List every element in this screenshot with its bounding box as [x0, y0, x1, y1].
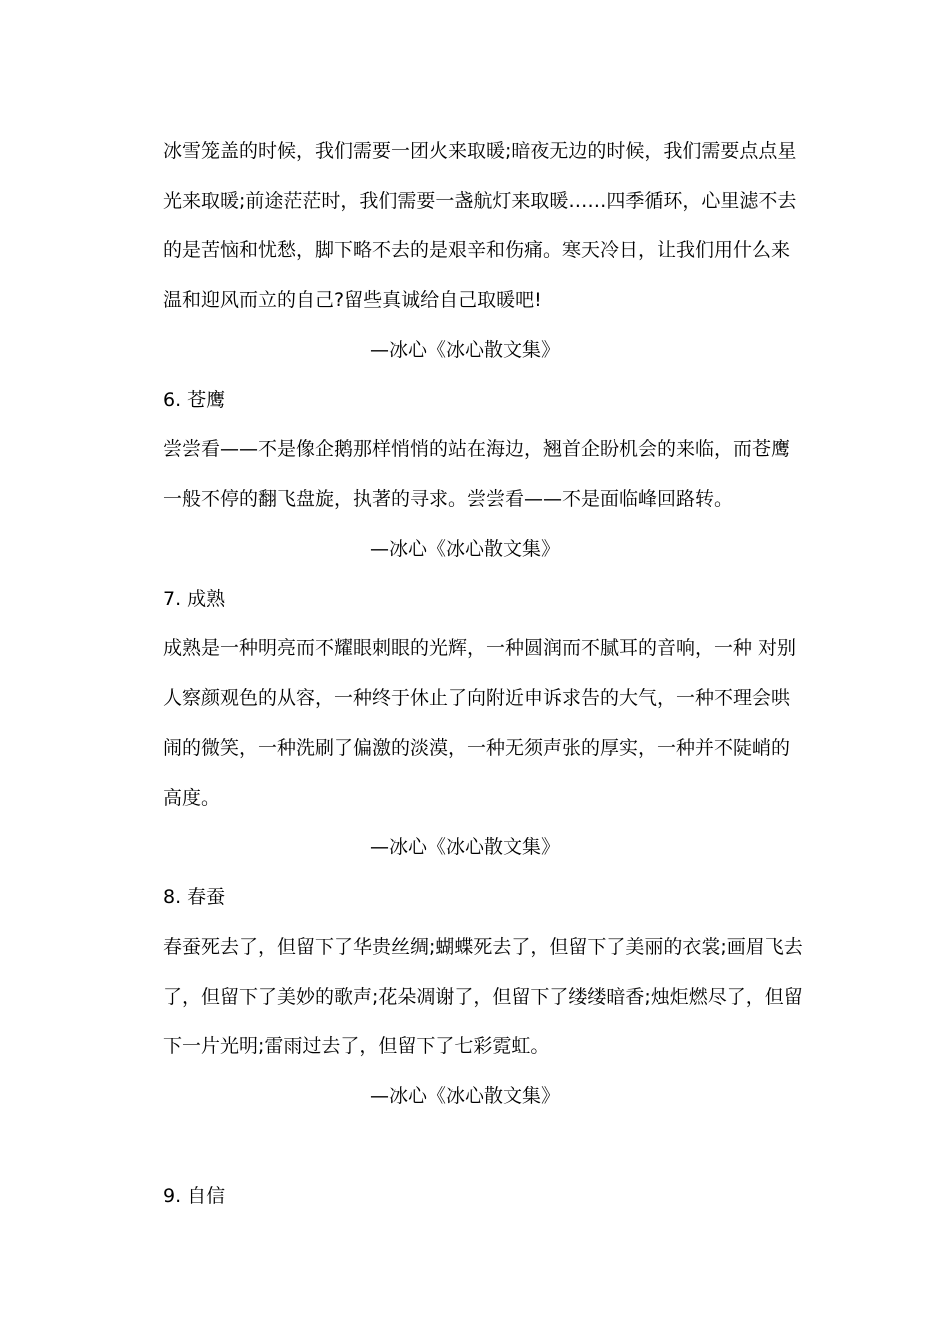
- paragraph-line: 了，但留下了美妙的歌声;花朵凋谢了，但留下了缕缕暗香;烛炬燃尽了，但留: [163, 986, 803, 1008]
- paragraph-line: 下一片光明;雷雨过去了，但留下了七彩霓虹。: [163, 1035, 550, 1057]
- section-heading: 8. 春蚕: [163, 886, 226, 908]
- attribution: —冰心《冰心散文集》: [369, 538, 560, 560]
- paragraph-line: 温和迎风而立的自己?留些真诚给自己取暖吧!: [163, 289, 542, 311]
- paragraph-line: 尝尝看——不是像企鹅那样悄悄的站在海边，翘首企盼机会的来临，而苍鹰: [163, 438, 791, 460]
- attribution: —冰心《冰心散文集》: [369, 339, 560, 361]
- paragraph-line: 的是苦恼和忧愁，脚下略不去的是艰辛和伤痛。寒天冷日，让我们用什么来: [163, 239, 791, 261]
- section-heading: 9. 自信: [163, 1185, 226, 1207]
- paragraph-line: 高度。: [163, 787, 221, 809]
- attribution: —冰心《冰心散文集》: [369, 836, 560, 858]
- section-heading: 6. 苍鹰: [163, 389, 226, 411]
- paragraph-line: 光来取暖;前途茫茫时，我们需要一盏航灯来取暖……四季循环，心里滤不去: [163, 190, 797, 212]
- paragraph-line: 成熟是一种明亮而不耀眼刺眼的光辉，一种圆润而不腻耳的音响，一种 对别: [163, 637, 797, 659]
- section-heading: 7. 成熟: [163, 588, 226, 610]
- paragraph-line: 冰雪笼盖的时候，我们需要一团火来取暖;暗夜无边的时候，我们需要点点星: [163, 140, 797, 162]
- paragraph-line: 一般不停的翻飞盘旋，执著的寻求。尝尝看——不是面临峰回路转。: [163, 488, 734, 510]
- paragraph-line: 春蚕死去了，但留下了华贵丝绸;蝴蝶死去了，但留下了美丽的衣裳;画眉飞去: [163, 936, 803, 958]
- attribution: —冰心《冰心散文集》: [369, 1085, 560, 1107]
- paragraph-line: 人察颜观色的从容，一种终于休止了向附近申诉求告的大气，一种不理会哄: [163, 687, 791, 709]
- paragraph-line: 闹的微笑，一种洗刷了偏激的淡漠，一种无须声张的厚实，一种并不陡峭的: [163, 737, 791, 759]
